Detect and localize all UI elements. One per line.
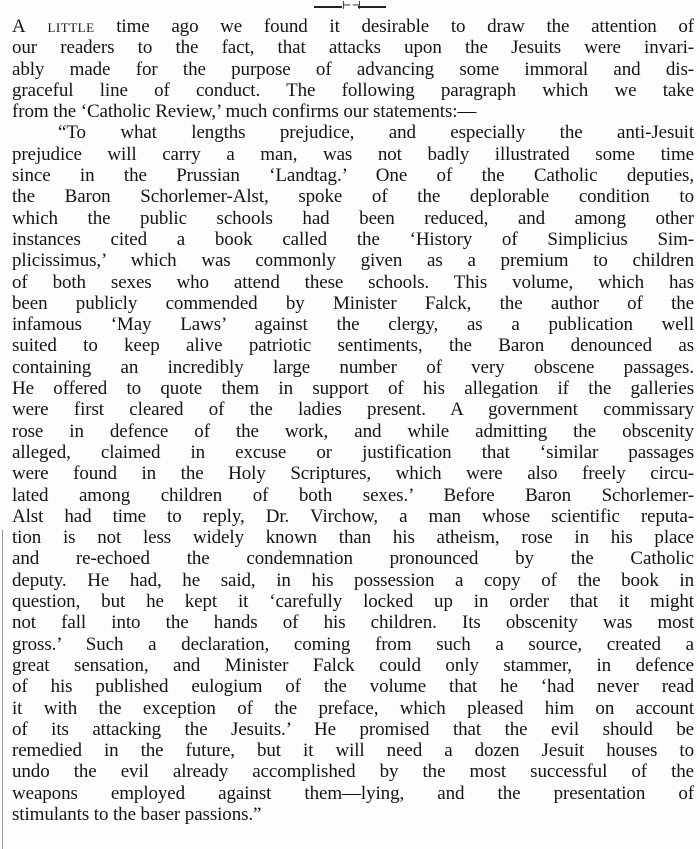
article-line-29: not fall into the hands of his children. Its obscenity was most: [12, 612, 694, 634]
article-line-10: which the public schools had been reduced, and among other: [12, 207, 694, 229]
article-line-25: tion is not less widely known than his atheism, rose in his place: [12, 527, 694, 549]
article-line-1: [12, 16, 694, 37]
article-line-8: since in the Prussian ‘Landtag.’ One of the Catholic deputies,: [12, 165, 694, 187]
article-line-36: undo the evil already accomplished by the most successful of the: [12, 761, 694, 783]
article-line-3: ably made for the purpose of advancing some immoral and dis-: [12, 58, 694, 80]
article-line-27: deputy. He had, he said, in his possession a copy of the book in: [12, 569, 694, 591]
article-line-16: suited to keep alive patriotic sentiments, the Baron denounced as: [12, 335, 694, 357]
article-line-15: infamous ‘May Laws’ against the clergy, as a publication well: [12, 314, 694, 336]
article-line-5: from the ‘Catholic Review,’ much confirms our statements:—: [12, 101, 477, 123]
article-line-2: our readers to the fact, that attacks upon the Jesuits were invari-: [12, 37, 694, 59]
article-line-19: were first cleared of the ladies present. A government commissary: [12, 399, 694, 421]
article-body: [12, 16, 694, 825]
opening-smallcaps: A little: [12, 16, 95, 37]
article-line-34: of its attacking the Jesuits.’ He promised that the evil should be: [12, 718, 694, 740]
article-line-17: containing an incredibly large number of very obscene passages.: [12, 356, 694, 378]
article-line-18: He offered to quote them in support of his allegation if the galleries: [12, 378, 694, 400]
article-line-22: were found in the Holy Scriptures, which were also freely circu-: [12, 463, 694, 485]
article-line-26: and re-echoed the condemnation pronounced by the Catholic: [12, 548, 694, 570]
article-line-23: lated among children of both sexes.’ Before Baron Schorlemer-: [12, 484, 694, 506]
article-line-32: of his published eulogium of the volume that he ‘had never read: [12, 676, 694, 698]
article-line-9: the Baron Schorlemer-Alst, spoke of the deplorable condition to: [12, 186, 694, 208]
article-line-13: of both sexes who attend these schools. This volume, which has: [12, 271, 694, 293]
article-line-37: weapons employed against them—lying, and the presentation of: [12, 782, 694, 804]
article-line-12: plicissimus,’ which was commonly given as a premium to children: [12, 250, 694, 272]
article-line-4: graceful line of conduct. The following paragraph which we take: [12, 79, 694, 101]
article-line-text: time ago we found it desirable to draw the attention of: [116, 16, 694, 37]
divider-knot-icon: ⊢⊣: [342, 0, 361, 12]
article-line-31: great sensation, and Minister Falck could only stammer, in defence: [12, 654, 694, 676]
column-divider: [2, 530, 3, 849]
article-line-11: instances cited a book called the ‘History of Simplicius Sim-: [12, 228, 694, 250]
article-line-24: Alst had time to reply, Dr. Virchow, a man whose scientific reputa-: [12, 505, 694, 527]
article-line-38: stimulants to the baser passions.”: [12, 803, 262, 825]
article-line-30: gross.’ Such a declaration, coming from such a source, created a: [12, 633, 694, 655]
section-divider-ornament: [314, 2, 386, 12]
article-line-20: rose in defence of the work, and while admitting the obscenity: [12, 420, 694, 442]
article-line-28: question, but he kept it ‘carefully locked up in order that it might: [12, 591, 694, 613]
article-line-7: prejudice will carry a man, was not badly illustrated some time: [12, 143, 694, 165]
article-line-14: been publicly commended by Minister Falck, the author of the: [12, 292, 694, 314]
article-line-33: it with the exception of the preface, which pleased him on account: [12, 697, 694, 719]
article-line-21: alleged, claimed in excuse or justification that ‘similar passages: [12, 441, 694, 463]
article-line-6: “To what lengths prejudice, and especially the anti-Jesuit: [58, 122, 694, 144]
article-line-35: remedied in the future, but it will need a dozen Jesuit houses to: [12, 740, 694, 762]
